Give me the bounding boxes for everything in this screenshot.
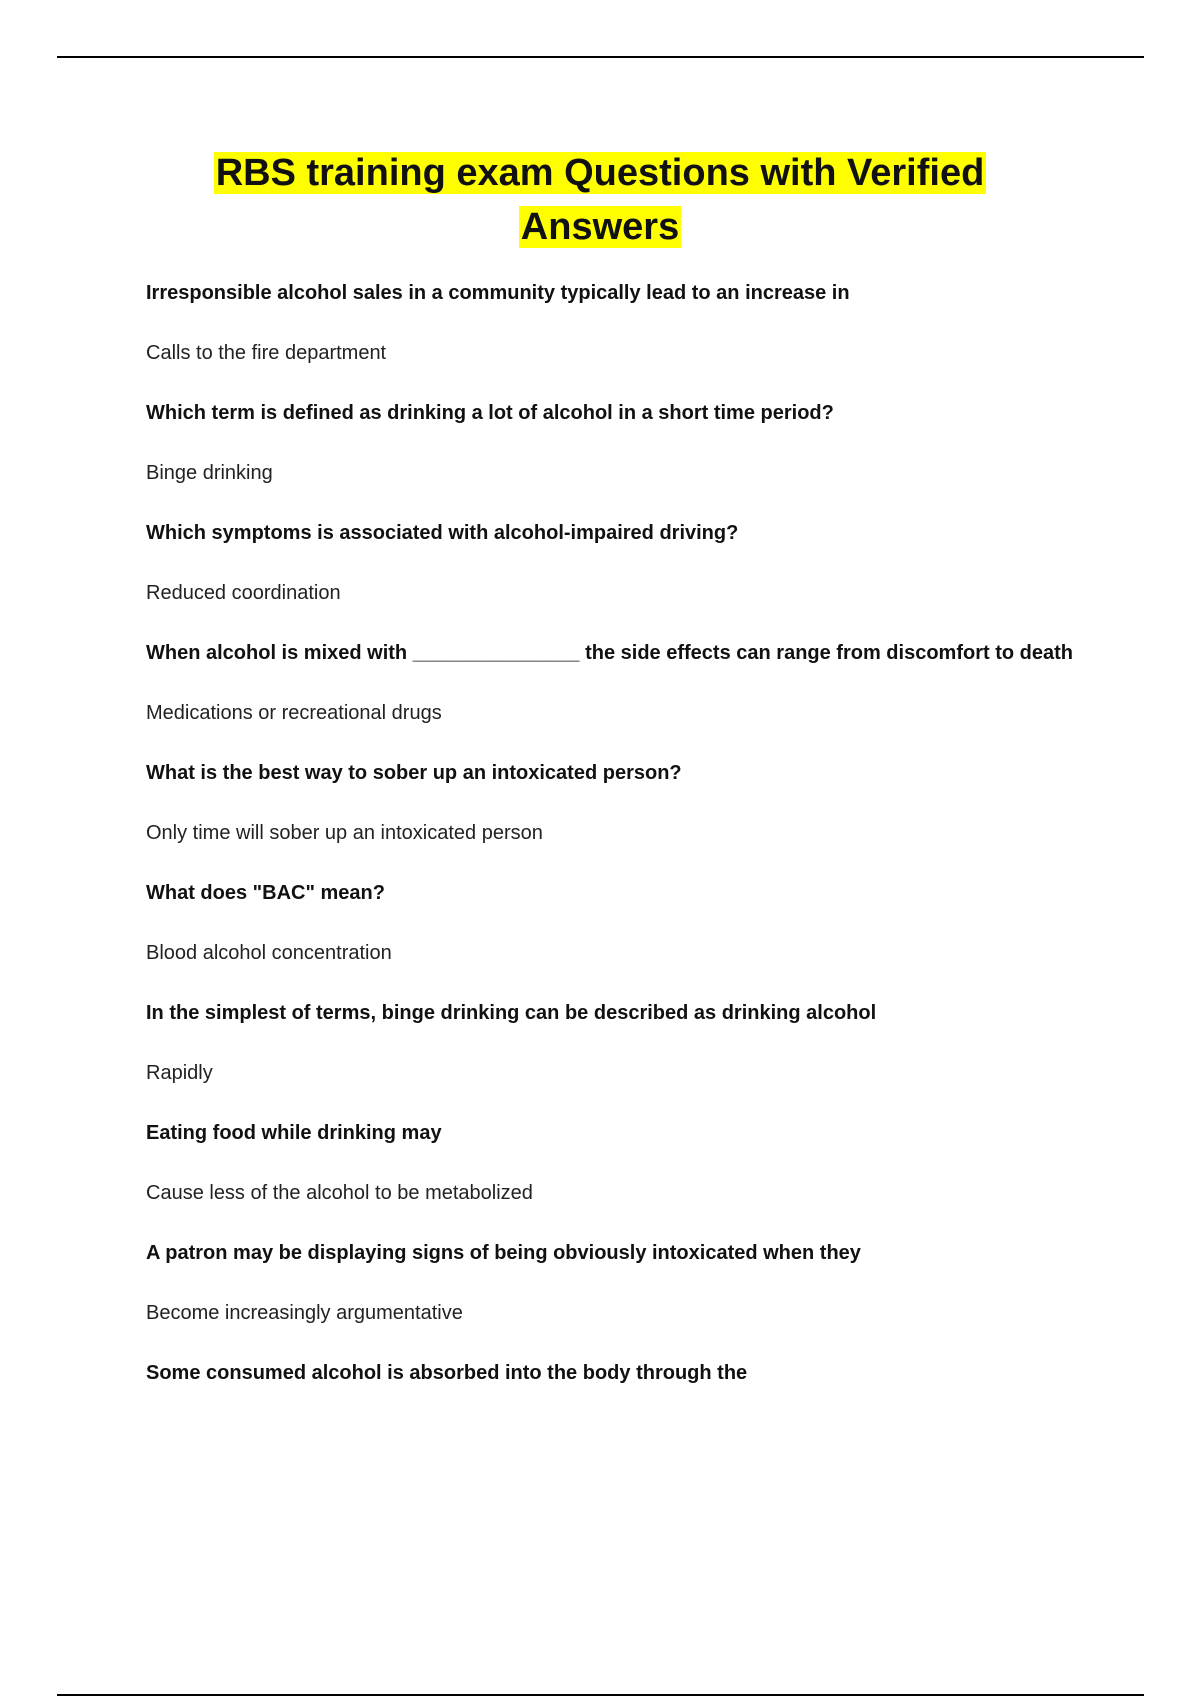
question-8: Eating food while drinking may [146,1122,442,1144]
qa-list [146,272,1086,1394]
question-1: Irresponsible alcohol sales in a community typically lead to an increase in [146,282,850,304]
title-line-1: RBS training exam Questions with Verified [215,152,985,194]
document-title [0,146,1200,254]
header-rule [57,56,1144,58]
question-9: A patron may be displaying signs of being obviously intoxicated when they [146,1242,861,1264]
answer-6: Blood alcohol concentration [146,942,392,964]
question-10: Some consumed alcohol is absorbed into the body through the [146,1362,748,1384]
answer-9: Become increasingly argumentative [146,1302,463,1324]
footer-rule [57,1694,1144,1696]
answer-1: Calls to the fire department [146,342,387,364]
question-7: In the simplest of terms, binge drinking can be described as drinking alcohol [146,1002,877,1024]
answer-2: Binge drinking [146,462,273,484]
question-5: What is the best way to sober up an intoxicated person? [146,762,682,784]
question-2: Which term is defined as drinking a lot of alcohol in a short time period? [146,402,834,424]
answer-3: Reduced coordination [146,582,341,604]
title-line-2: Answers [520,206,680,248]
answer-4: Medications or recreational drugs [146,702,442,724]
answer-7: Rapidly [146,1062,213,1084]
answer-8: Cause less of the alcohol to be metabolized [146,1182,533,1204]
question-4: When alcohol is mixed with _______________ the side effects can range from discomfort to death [146,642,1073,664]
question-6: What does "BAC" mean? [146,882,385,904]
question-3: Which symptoms is associated with alcohol-impaired driving? [146,522,739,544]
answer-5: Only time will sober up an intoxicated person [146,822,543,844]
